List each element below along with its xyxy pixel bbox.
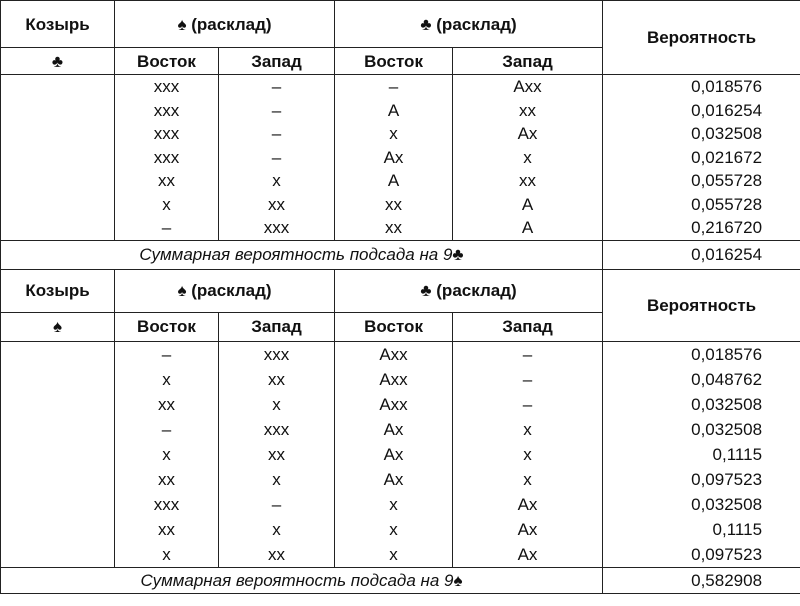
spade-west-cell: хх: [219, 193, 335, 217]
table-row: [1, 392, 800, 417]
spade-east-cell: хх: [115, 392, 219, 417]
spade-west-cell: ххх: [219, 216, 335, 240]
club-east-cell: А: [335, 99, 453, 123]
trump-header: Козырь: [1, 269, 115, 312]
club-west-cell: –: [453, 341, 603, 367]
club-west-cell: xx: [453, 99, 603, 123]
club-west-cell: А: [453, 216, 603, 240]
club-west-cell: x: [453, 146, 603, 170]
probability-cell: 0,097523: [603, 467, 800, 492]
west-header: Запад: [219, 48, 335, 75]
west-header: Запад: [453, 48, 603, 75]
summary-value: 0,582908: [603, 567, 800, 593]
club-west-cell: А: [453, 193, 603, 217]
section1-summary-row: [1, 240, 800, 269]
club-east-cell: Аx: [335, 417, 453, 442]
table-row: [1, 75, 800, 99]
probability-header: Вероятность: [603, 1, 800, 75]
west-header: Запад: [453, 312, 603, 341]
probability-cell: 0,048762: [603, 367, 800, 392]
section2-summary-row: [1, 567, 800, 593]
spade-east-cell: ххх: [115, 122, 219, 146]
spade-west-cell: –: [219, 75, 335, 99]
spade-west-cell: –: [219, 146, 335, 170]
section2-header-row: [1, 269, 800, 312]
spade-west-cell: ххх: [219, 417, 335, 442]
club-west-cell: Аx: [453, 492, 603, 517]
club-east-cell: x: [335, 517, 453, 542]
table-row: [1, 542, 800, 568]
club-west-cell: Аx: [453, 517, 603, 542]
club-layout-header: ♣ (расклад): [335, 269, 603, 312]
east-header: Восток: [335, 312, 453, 341]
trump-header: Козырь: [1, 1, 115, 48]
spade-west-cell: ххх: [219, 341, 335, 367]
club-suit-icon: ♣: [1, 48, 115, 75]
summary-label: Суммарная вероятность подсада на 9♠: [1, 567, 603, 593]
spade-west-cell: хх: [219, 442, 335, 467]
club-west-cell: x: [453, 467, 603, 492]
spade-west-cell: –: [219, 99, 335, 123]
probability-cell: 0,032508: [603, 392, 800, 417]
spade-east-cell: ххх: [115, 75, 219, 99]
club-east-cell: А: [335, 169, 453, 193]
club-west-cell: –: [453, 367, 603, 392]
spade-east-cell: хх: [115, 169, 219, 193]
spade-east-cell: х: [115, 193, 219, 217]
probability-cell: 0,055728: [603, 193, 800, 217]
club-west-cell: Аx: [453, 542, 603, 568]
probability-cell: 0,032508: [603, 122, 800, 146]
club-east-cell: Аx: [335, 467, 453, 492]
club-east-cell: Аxx: [335, 341, 453, 367]
spade-east-cell: ххх: [115, 492, 219, 517]
probability-cell: 0,097523: [603, 542, 800, 568]
section1-header-row: [1, 1, 800, 48]
spade-east-cell: –: [115, 341, 219, 367]
club-east-cell: x: [335, 492, 453, 517]
table-row: [1, 517, 800, 542]
spade-east-cell: ххх: [115, 146, 219, 170]
spade-west-cell: хх: [219, 367, 335, 392]
club-east-cell: –: [335, 75, 453, 99]
table-row: [1, 467, 800, 492]
club-west-cell: x: [453, 417, 603, 442]
spade-east-cell: хх: [115, 467, 219, 492]
probability-cell: 0,018576: [603, 75, 800, 99]
club-east-cell: xx: [335, 193, 453, 217]
spade-west-cell: х: [219, 467, 335, 492]
table-row: [1, 193, 800, 217]
spade-east-cell: ххх: [115, 99, 219, 123]
spade-suit-icon: ♠: [1, 312, 115, 341]
club-west-cell: Аx: [453, 122, 603, 146]
table-row: [1, 122, 800, 146]
table-row: [1, 417, 800, 442]
club-east-cell: xx: [335, 216, 453, 240]
club-east-cell: x: [335, 542, 453, 568]
club-layout-header: ♣ (расклад): [335, 1, 603, 48]
club-east-cell: Аx: [335, 442, 453, 467]
table-row: [1, 367, 800, 392]
spade-west-cell: х: [219, 517, 335, 542]
spade-east-cell: –: [115, 417, 219, 442]
table-row: [1, 216, 800, 240]
summary-label: Суммарная вероятность подсада на 9♣: [1, 240, 603, 269]
spade-east-cell: хх: [115, 517, 219, 542]
table-row: [1, 146, 800, 170]
east-header: Восток: [115, 312, 219, 341]
spade-east-cell: х: [115, 442, 219, 467]
spade-west-cell: х: [219, 392, 335, 417]
table-row: [1, 442, 800, 467]
club-east-cell: Аxx: [335, 392, 453, 417]
club-east-cell: x: [335, 122, 453, 146]
probability-cell: 0,1115: [603, 442, 800, 467]
spade-layout-header: ♠ (расклад): [115, 1, 335, 48]
spade-east-cell: –: [115, 216, 219, 240]
probability-cell: 0,032508: [603, 417, 800, 442]
spade-west-cell: х: [219, 169, 335, 193]
probability-cell: 0,016254: [603, 99, 800, 123]
club-east-cell: Аx: [335, 146, 453, 170]
spade-east-cell: х: [115, 367, 219, 392]
probability-cell: 0,032508: [603, 492, 800, 517]
spade-east-cell: х: [115, 542, 219, 568]
club-east-cell: Аxx: [335, 367, 453, 392]
club-west-cell: –: [453, 392, 603, 417]
probability-cell: 0,018576: [603, 341, 800, 367]
probability-cell: 0,055728: [603, 169, 800, 193]
east-header: Восток: [115, 48, 219, 75]
probability-cell: 0,1115: [603, 517, 800, 542]
east-header: Восток: [335, 48, 453, 75]
table-row: [1, 99, 800, 123]
table-row: [1, 169, 800, 193]
probability-cell: 0,021672: [603, 146, 800, 170]
spade-west-cell: хх: [219, 542, 335, 568]
spade-west-cell: –: [219, 492, 335, 517]
spade-west-cell: –: [219, 122, 335, 146]
club-west-cell: xx: [453, 169, 603, 193]
table-row: [1, 341, 800, 367]
probability-header: Вероятность: [603, 269, 800, 341]
table-row: [1, 492, 800, 517]
summary-value: 0,016254: [603, 240, 800, 269]
west-header: Запад: [219, 312, 335, 341]
spade-layout-header: ♠ (расклад): [115, 269, 335, 312]
club-west-cell: Аxx: [453, 75, 603, 99]
probability-cell: 0,216720: [603, 216, 800, 240]
club-west-cell: x: [453, 442, 603, 467]
